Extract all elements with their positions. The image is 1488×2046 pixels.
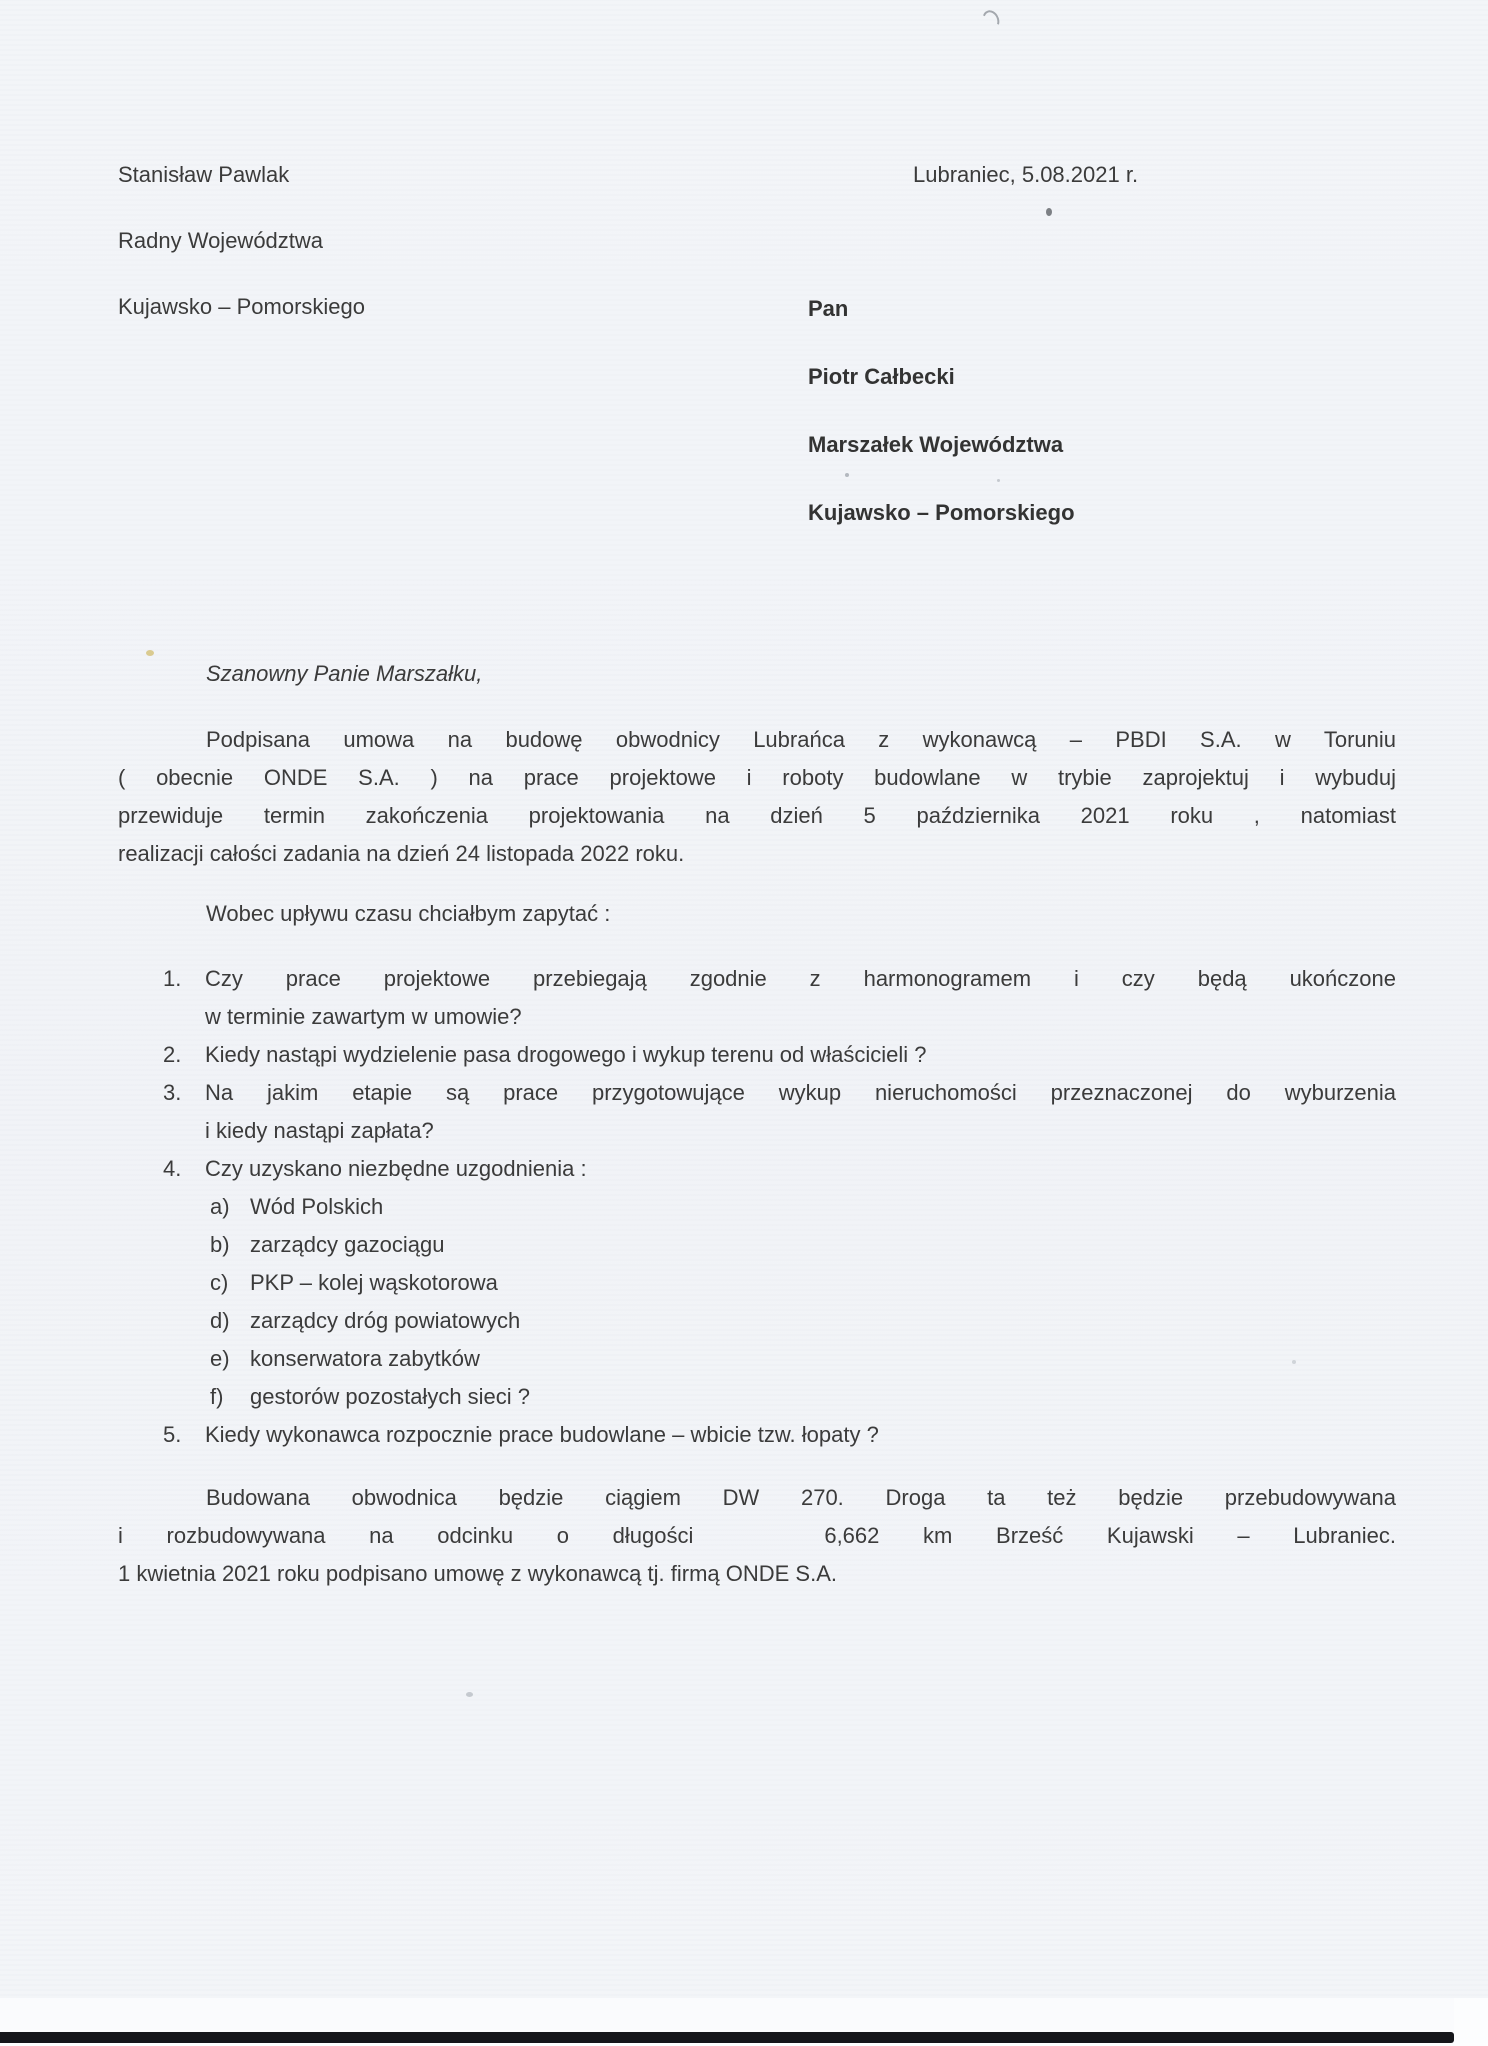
subitem-letter: f) (210, 1384, 224, 1409)
sender-region: Kujawsko – Pomorskiego (118, 294, 366, 319)
recipient-block (808, 294, 1075, 566)
paragraph-1-line: realizacji całości zadania na dzień 24 listopada 2022 roku. (118, 841, 685, 866)
subitem-letter: e) (210, 1346, 230, 1371)
recipient-region: Kujawsko – Pomorskiego (808, 500, 1075, 525)
subitem-text: zarządcy dróg powiatowych (250, 1308, 521, 1333)
question-text-line: Na jakim etapie są prace przygotowujące wykup nieruchomości przeznaczonej do wyburzenia (205, 1080, 1396, 1105)
paragraph-2-line: Budowana obwodnica będzie ciągiem DW 270. Droga ta też będzie przebudowywana (206, 1485, 1396, 1510)
question-subitem (118, 1226, 1396, 1264)
question-text-line: Czy uzyskano niezbędne uzgodnienia : (205, 1156, 587, 1181)
question-text (205, 1036, 1396, 1074)
subitem-letter: d) (210, 1308, 230, 1333)
scan-artifact-speck (466, 1692, 473, 1697)
question-item (118, 960, 1396, 1036)
question-subitem (118, 1264, 1396, 1302)
paper-bottom-edge (0, 1998, 1488, 2034)
questions-intro: Wobec upływu czasu chciałbym zapytać : (206, 901, 611, 926)
paragraph-1-line: ( obecnie ONDE S.A. ) na prace projektowe i roboty budowlane w trybie zaprojektuj i wybuduj (118, 765, 1396, 790)
questions-list (118, 960, 1396, 1454)
salutation: Szanowny Panie Marszałku, (206, 661, 483, 686)
subitem-letter: b) (210, 1232, 230, 1257)
subitem-letter: c) (210, 1270, 229, 1295)
question-number: 2. (163, 1042, 182, 1067)
question-text (205, 1416, 1396, 1454)
scan-artifact-speck (1046, 208, 1052, 216)
paragraph-1-line: Podpisana umowa na budowę obwodnicy Lubrańca z wykonawcą – PBDI S.A. w Toruniu (206, 727, 1396, 752)
question-text (205, 1074, 1396, 1150)
question-item (118, 1036, 1396, 1074)
paragraph-2 (118, 1479, 1396, 1593)
subitem-letter: a) (210, 1194, 230, 1219)
subitem-text: konserwatora zabytków (250, 1346, 480, 1371)
scan-artifact-curl-mark (980, 8, 1003, 33)
question-subitem (118, 1378, 1396, 1416)
scanner-edge-bar (0, 2032, 1454, 2043)
question-text (205, 1150, 1396, 1188)
letter-body (118, 655, 1396, 1593)
recipient-salutation-word: Pan (808, 296, 849, 321)
subitem-text: gestorów pozostałych sieci ? (250, 1384, 531, 1409)
paragraph-1 (118, 721, 1396, 873)
recipient-title: Marszałek Województwa (808, 432, 1064, 457)
recipient-name: Piotr Całbecki (808, 364, 955, 389)
sender-block (118, 160, 365, 358)
question-number: 4. (163, 1156, 182, 1181)
question-text-line: Kiedy nastąpi wydzielenie pasa drogowego i wykup terenu od właścicieli ? (205, 1042, 927, 1067)
paragraph-2-line: i rozbudowywana na odcinku o długości 6,662 km Brześć Kujawski – Lubraniec. (118, 1523, 1396, 1548)
question-subitem (118, 1188, 1396, 1226)
sender-name: Stanisław Pawlak (118, 162, 290, 187)
paragraph-1-line: przewiduje termin zakończenia projektowania na dzień 5 października 2021 roku , natomiast (118, 803, 1396, 828)
subitem-text: zarządcy gazociągu (250, 1232, 445, 1257)
question-item (118, 1074, 1396, 1150)
question-text-line: i kiedy nastąpi zapłata? (205, 1118, 434, 1143)
paragraph-2-line: 1 kwietnia 2021 roku podpisano umowę z wykonawcą tj. firmą ONDE S.A. (118, 1561, 837, 1586)
sender-title: Radny Województwa (118, 228, 324, 253)
subitem-text: Wód Polskich (250, 1194, 384, 1219)
question-number: 5. (163, 1422, 182, 1447)
question-number: 3. (163, 1080, 182, 1105)
place-and-date: Lubraniec, 5.08.2021 r. (913, 162, 1139, 187)
question-text (205, 960, 1396, 1036)
question-text-line: w terminie zawartym w umowie? (205, 1004, 522, 1029)
question-subitem (118, 1302, 1396, 1340)
question-item (118, 1416, 1396, 1454)
scanner-background-corner (1454, 1998, 1488, 2046)
question-subitem (118, 1340, 1396, 1378)
question-item (118, 1150, 1396, 1188)
question-number: 1. (163, 966, 182, 991)
question-text-line: Kiedy wykonawca rozpocznie prace budowlane – wbicie tzw. łopaty ? (205, 1422, 879, 1447)
subitem-text: PKP – kolej wąskotorowa (250, 1270, 498, 1295)
question-text-line: Czy prace projektowe przebiegają zgodnie z harmonogramem i czy będą ukończone (205, 966, 1396, 991)
